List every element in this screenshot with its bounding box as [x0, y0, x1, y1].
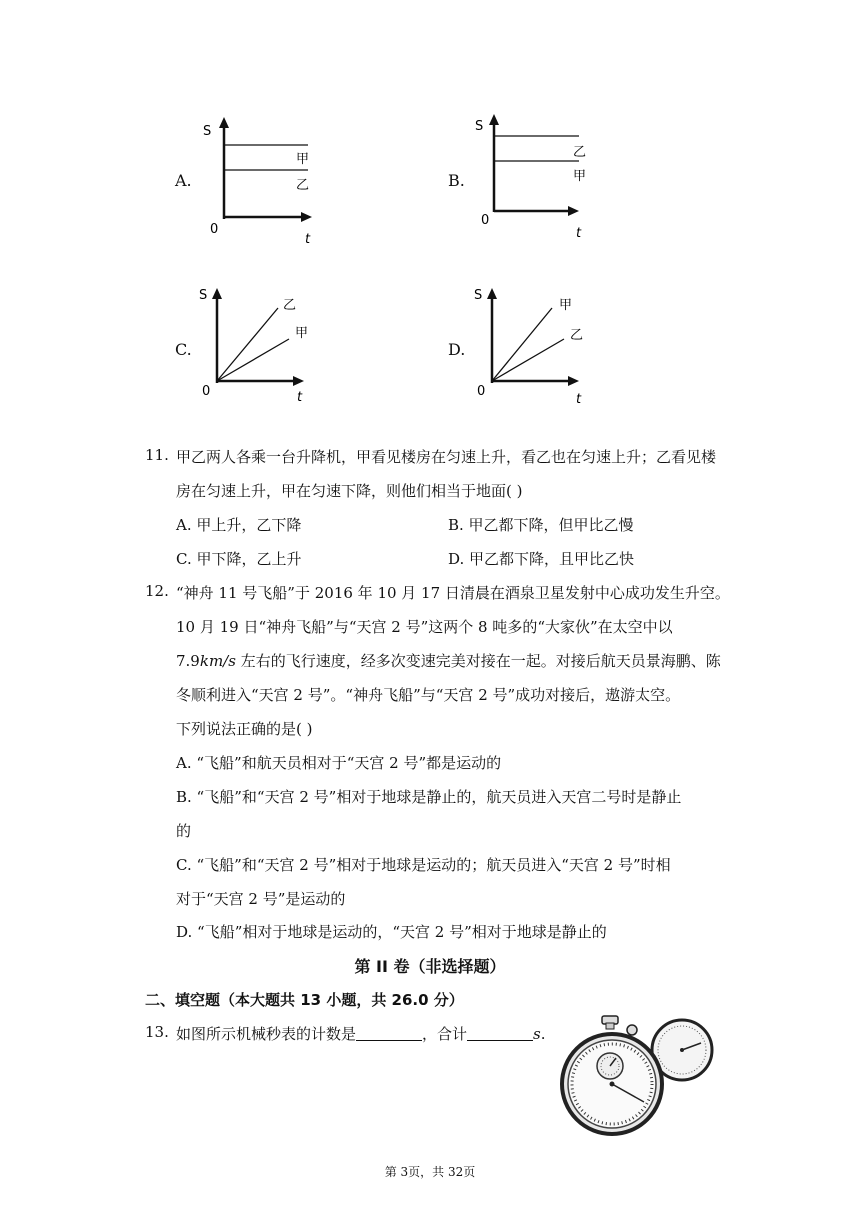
q11-choice-c: C. 甲下降，乙上升 [176, 550, 302, 568]
q12-stem-line5: 下列说法正确的是( ) [176, 720, 313, 738]
q12-choice-c-line2: 对于“天宫 2 号”是运动的 [176, 890, 346, 908]
question-number-12: 12. [145, 582, 169, 600]
s-axis-label: S [475, 119, 484, 134]
q11-choice-a: A. 甲上升，乙下降 [176, 516, 302, 534]
q13-text-b: ，合计 [422, 1025, 468, 1043]
graph-c [197, 283, 327, 417]
q12-stem-line3-rest: 左右的飞行速度，经多次变速完美对接在一起。对接后航天员景海鹏、陈 [235, 652, 721, 670]
q13-text-a: 如图所示机械秒表的计数是 [176, 1025, 357, 1043]
origin-label: 0 [210, 222, 219, 237]
option-letter-b: B. [448, 171, 465, 190]
crown-stem [606, 1023, 614, 1029]
second-dial [562, 1034, 662, 1134]
q12-choice-d: D. “飞船”相对于地球是运动的，“天宫 2 号”相对于地球是静止的 [176, 923, 607, 941]
s-axis-label: S [203, 124, 212, 139]
q11-choice-b: B. 甲乙都下降，但甲比乙慢 [448, 516, 634, 534]
answer-blank-1[interactable] [356, 1026, 422, 1041]
side-button [627, 1025, 637, 1035]
s-axis-label: S [199, 288, 208, 303]
t-axis-label: t [297, 390, 303, 405]
question-number-13: 13. [145, 1023, 169, 1041]
q12-choice-b-line2: 的 [176, 822, 192, 840]
line-label-jia: 甲 [296, 152, 310, 167]
option-letter-a: A. [175, 171, 192, 190]
seconds-unit: s [533, 1025, 541, 1043]
q11-choice-d: D. 甲乙都下降，且甲比乙快 [448, 550, 635, 568]
origin-label: 0 [477, 384, 486, 399]
t-axis-label: t [576, 226, 582, 241]
q12-stem-line4: 冬顺利进入“天宫 2 号”。“神舟飞船”与“天宫 2 号”成功对接后，遨游太空。 [176, 686, 681, 704]
section-title: 第 II 卷（非选择题） [354, 957, 506, 976]
line-label-yi: 乙 [570, 328, 584, 343]
stopwatch-illustration [560, 1012, 720, 1146]
graph-b [472, 112, 602, 251]
option-letter-d: D. [448, 340, 466, 359]
line-label-yi: 乙 [296, 178, 310, 193]
origin-label: 0 [202, 384, 211, 399]
q12-choice-b-line1: B. “飞船”和“天宫 2 号”相对于地球是静止的，航天员进入天宫二号时是静止 [176, 788, 682, 806]
q12-choice-a: A. “飞船”和航天员相对于“天宫 2 号”都是运动的 [176, 754, 502, 772]
line-label-yi: 乙 [573, 145, 587, 160]
s-axis-label: S [474, 288, 483, 303]
q11-stem-line1: 甲乙两人各乘一台升降机，甲看见楼房在匀速上升，看乙也在匀速上升；乙看见楼 [176, 448, 717, 466]
line-label-jia: 甲 [573, 169, 587, 184]
q13-stem [176, 1023, 546, 1044]
t-axis-label: t [305, 232, 311, 247]
line-label-jia: 甲 [559, 298, 573, 313]
speed-unit: km/s [199, 652, 236, 670]
origin-label: 0 [481, 213, 490, 228]
question-number-11: 11. [145, 446, 169, 464]
answer-blank-2[interactable] [467, 1026, 533, 1041]
part-title: 二、填空题（本大题共 13 小题，共 26.0 分） [145, 991, 464, 1009]
q11-stem-line2: 房在匀速上升，甲在匀速下降，则他们相当于地面( ) [176, 482, 523, 500]
page-footer: 第 3页，共 32页 [384, 1165, 476, 1179]
line-label-yi: 乙 [283, 298, 297, 313]
option-letter-c: C. [175, 340, 192, 359]
graph-d [472, 283, 602, 417]
q12-stem-line1: “神舟 11 号飞船”于 2016 年 10 月 17 日清晨在酒泉卫星发射中心成功发生升空。 [176, 584, 730, 602]
t-axis-label: t [576, 392, 582, 407]
q12-choice-c-line1: C. “飞船”和“天宫 2 号”相对于地球是运动的；航天员进入“天宫 2 号”时相 [176, 856, 671, 874]
speed-value: 7.9 [176, 652, 200, 670]
q12-stem-line3 [176, 650, 721, 671]
line-label-jia: 甲 [295, 326, 309, 341]
graph-a [200, 115, 330, 254]
q12-stem-line2: 10 月 19 日“神舟飞船”与“天宫 2 号”这两个 8 吨多的“大家伙”在太空中以 [176, 618, 673, 636]
q13-end: . [540, 1025, 546, 1043]
